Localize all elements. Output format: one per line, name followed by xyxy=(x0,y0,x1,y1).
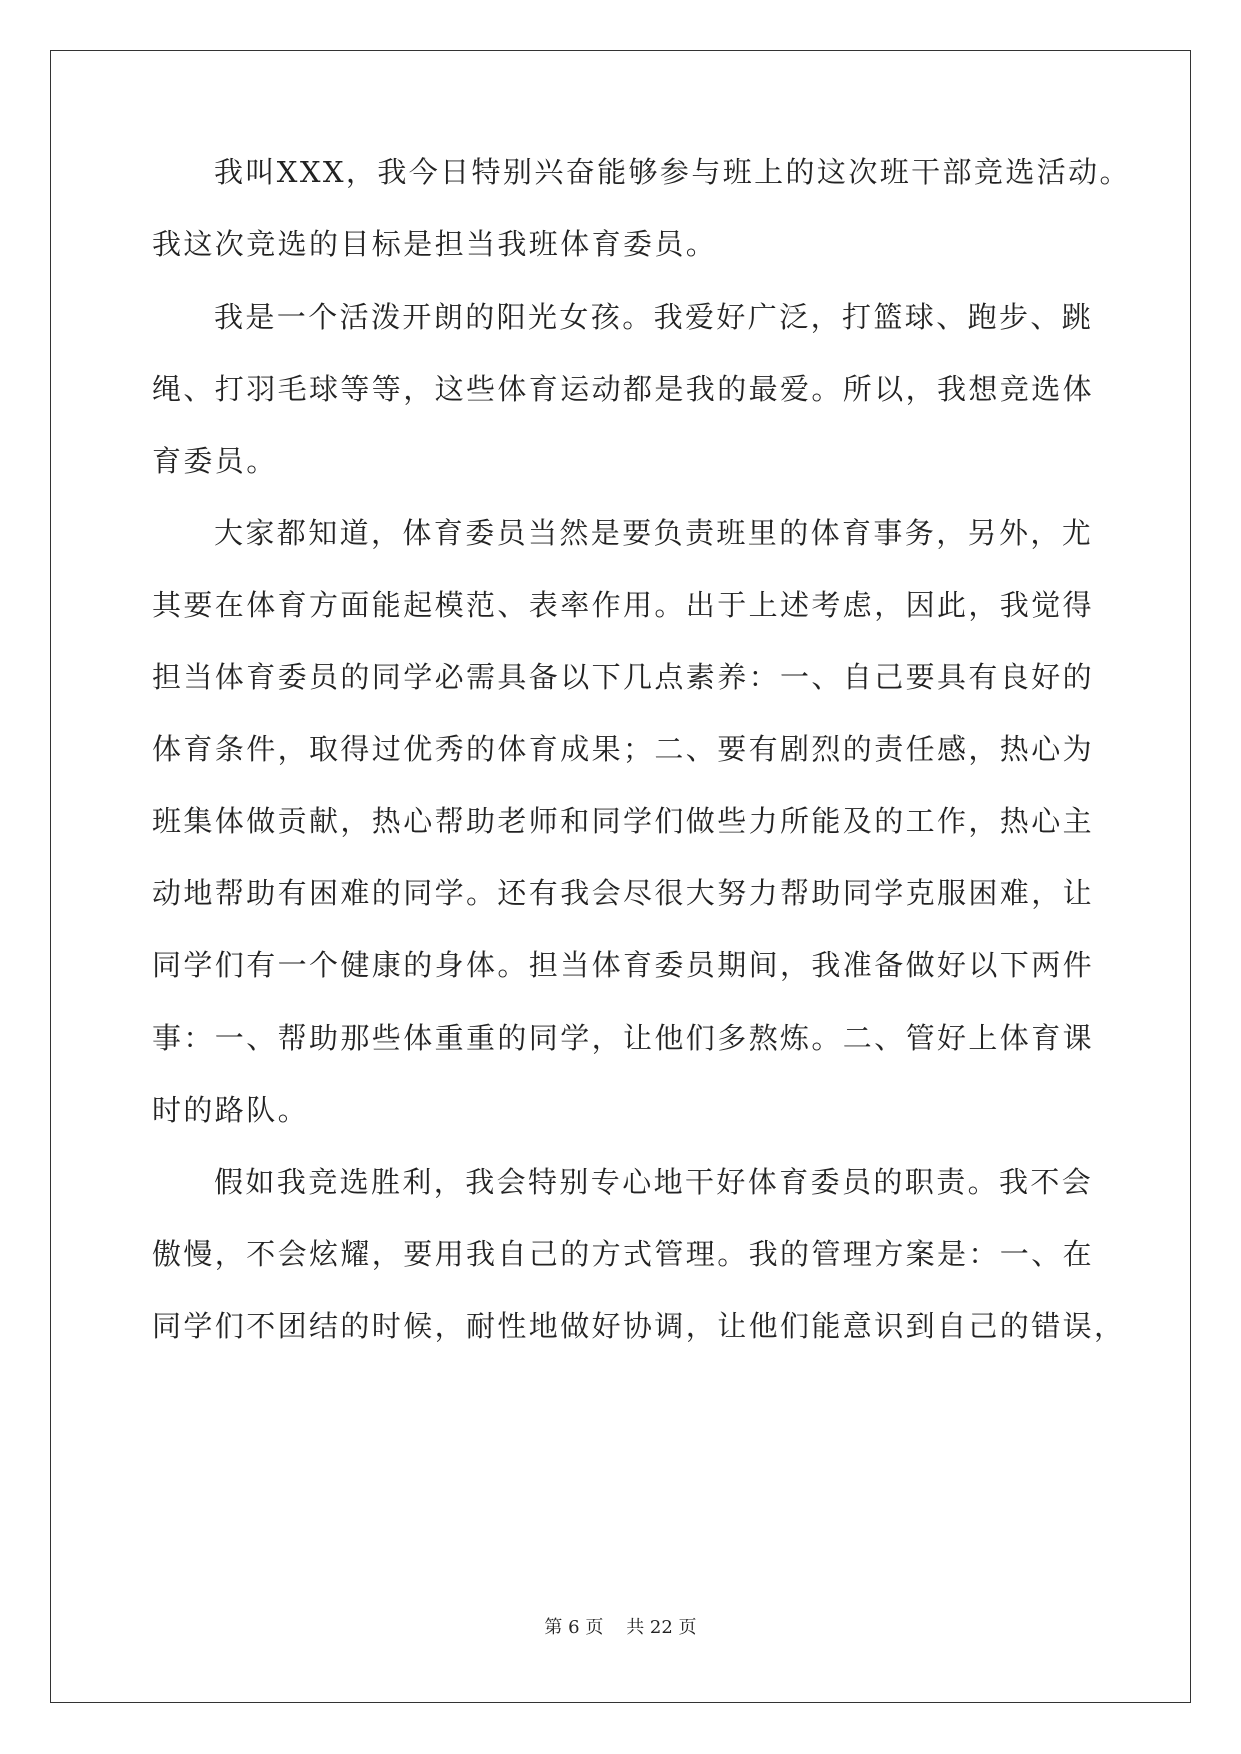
text-line: 我是一个活泼开朗的阳光女孩。我爱好广泛，打篮球、跑步、跳 xyxy=(214,300,1094,334)
text-line: 傲慢，不会炫耀，要用我自己的方式管理。我的管理方案是：一、在 xyxy=(152,1237,1095,1271)
text-line: 我叫XXX，我今日特别兴奋能够参与班上的这次班干部竞选活动。 xyxy=(214,155,1131,189)
text-line: 假如我竞选胜利，我会特别专心地干好体育委员的职责。我不会 xyxy=(214,1165,1094,1199)
page-number: 第 6 页 共 22 页 xyxy=(544,1617,697,1638)
text-line: 事：一、帮助那些体重重的同学，让他们多熬炼。二、管好上体育课 xyxy=(152,1021,1095,1055)
text-line: 体育条件，取得过优秀的体育成果；二、要有剧烈的责任感，热心为 xyxy=(152,732,1095,766)
text-line: 我这次竞选的目标是担当我班体育委员。 xyxy=(152,227,718,261)
text-line: 大家都知道，体育委员当然是要负责班里的体育事务，另外，尤 xyxy=(214,516,1094,550)
text-line: 育委员。 xyxy=(152,444,278,478)
text-line: 其要在体育方面能起模范、表率作用。出于上述考虑，因此，我觉得 xyxy=(152,588,1095,622)
text-line: 班集体做贡献，热心帮助老师和同学们做些力所能及的工作，热心主 xyxy=(152,804,1095,838)
text-line: 同学们有一个健康的身体。担当体育委员期间，我准备做好以下两件 xyxy=(152,948,1095,982)
text-line: 时的路队。 xyxy=(152,1093,310,1127)
text-line: 同学们不团结的时候，耐性地做好协调，让他们能意识到自己的错误， xyxy=(152,1309,1126,1343)
text-line: 绳、打羽毛球等等，这些体育运动都是我的最爱。所以，我想竞选体 xyxy=(152,372,1095,406)
text-line: 动地帮助有困难的同学。还有我会尽很大努力帮助同学克服困难，让 xyxy=(152,876,1095,910)
text-line: 担当体育委员的同学必需具备以下几点素养：一、自己要具有良好的 xyxy=(152,660,1095,694)
